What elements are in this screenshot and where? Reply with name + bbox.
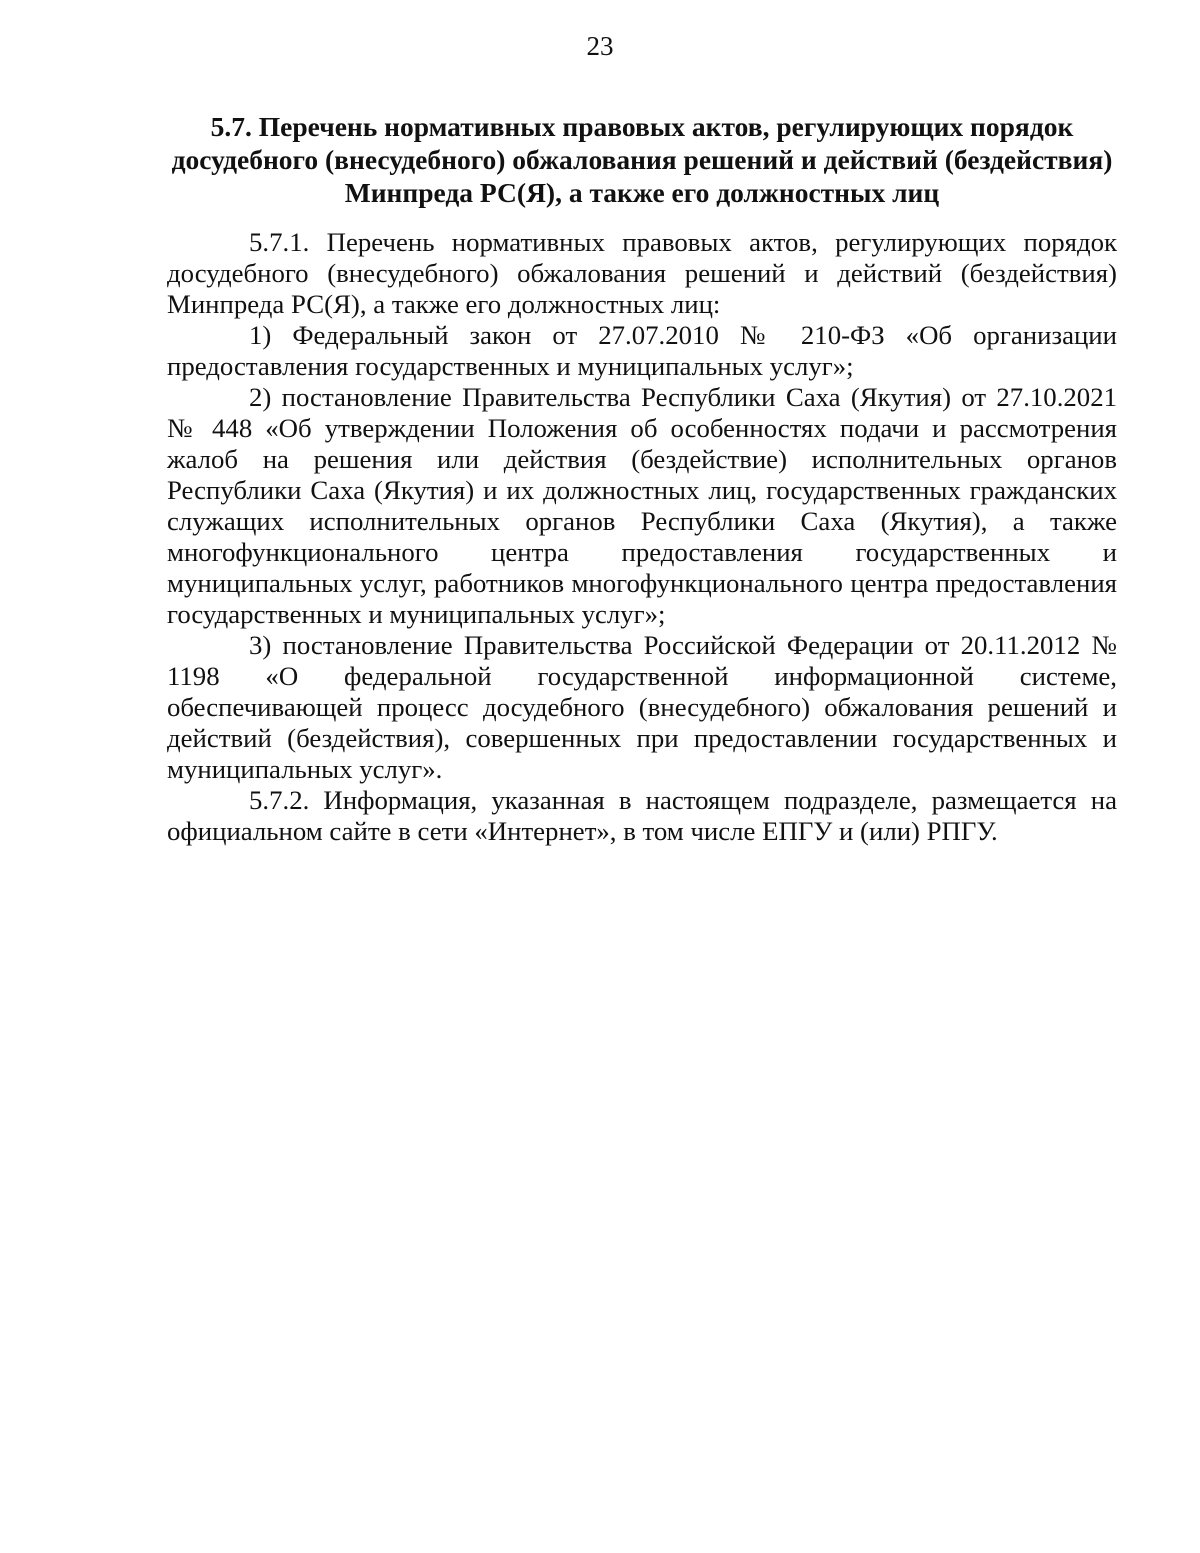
page-number: 23 — [586, 31, 614, 61]
section-heading — [167, 110, 1117, 209]
paragraph-5-7-2: 5.7.2. Информация, указанная в настоящем подразделе, размещается на официальном сайте в сети «Интернет», в том числе ЕПГУ и (или) РПГУ. — [167, 785, 1117, 846]
paragraph-5-7-1: 5.7.1. Перечень нормативных правовых актов, регулирующих порядок досудебного (внесудебного) обжалования решений и действий (бездействия) Минпреда РС(Я), а также его должностных лиц: — [167, 227, 1117, 319]
section-heading-line: 5.7. Перечень нормативных правовых актов, регулирующих порядок — [210, 111, 1074, 142]
list-item-2: 2) постановление Правительства Республики Саха (Якутия) от 27.10.2021 № 448 «Об утверждении Положения об особенностях подачи и рассмотрения жалоб на решения или действия (бездействие) исполнительных органов Республики Саха (Якутия) и их должностных лиц, государственных гражданских служащих исполнительных органов Республики Саха (Якутия), а также многофункционального центра предоставления государственных и муниципальных услуг, работников многофункционального центра предоставления государственных и муниципальных услуг»; — [167, 382, 1117, 629]
section-heading-line: досудебного (внесудебного) обжалования решений и действий (бездействия) — [171, 144, 1113, 175]
section-heading-line: Минпреда РС(Я), а также его должностных лиц — [344, 177, 940, 208]
list-item-3: 3) постановление Правительства Российской Федерации от 20.11.2012 № 1198 «О федеральной государственной информационной системе, обеспечивающей процесс досудебного (внесудебного) обжалования решений и действий (бездействия), совершенных при предоставлении государственных и муниципальных услуг». — [167, 630, 1117, 784]
document-body — [167, 110, 1117, 847]
list-item-1: 1) Федеральный закон от 27.07.2010 № 210-ФЗ «Об организации предоставления государственных и муниципальных услуг»; — [167, 320, 1117, 381]
